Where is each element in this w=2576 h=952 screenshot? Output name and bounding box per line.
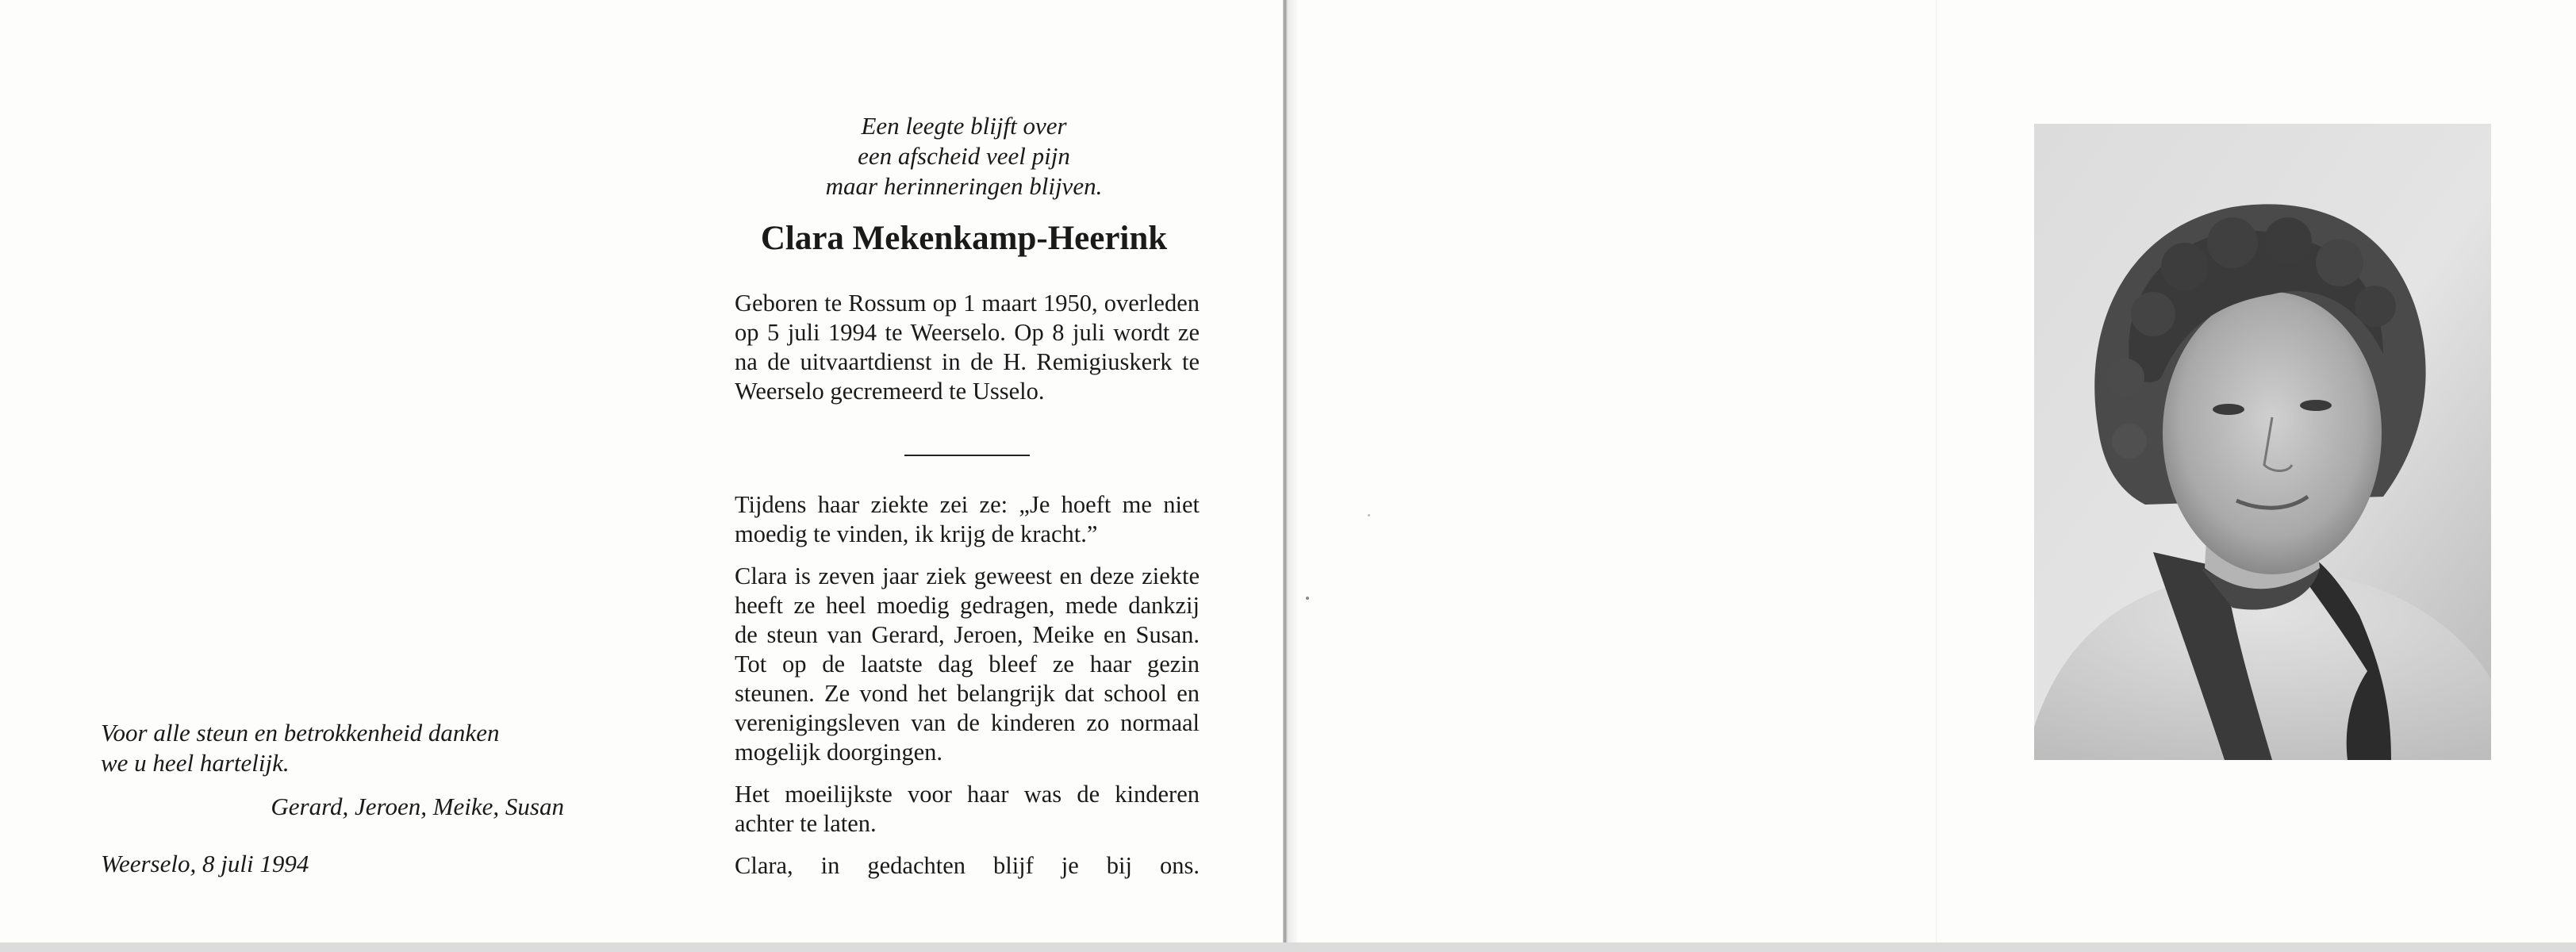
portrait-photo [2034, 124, 2491, 760]
card-bottom-edge [0, 942, 2576, 952]
portrait-illustration [2034, 124, 2491, 760]
closing-line: Clara, in gedachten blijf je bij ons. [735, 852, 1200, 879]
place-and-date: Weerselo, 8 juli 1994 [101, 850, 309, 877]
memorial-text [735, 490, 1200, 893]
paper-speck [1368, 514, 1370, 516]
family-signature: Gerard, Jeroen, Meike, Susan [271, 793, 564, 820]
biography-paragraph: Geboren te Rossum op 1 maart 1950, overleden op 5 juli 1994 te Weerselo. Op 8 juli wordt ze na de uitvaartdienst in de H. Remigiuskerk te Weerselo gecremeerd te Usselo. [735, 290, 1200, 405]
divider-rule [904, 455, 1030, 456]
poem-line: een afscheid veel pijn [858, 142, 1070, 170]
illness-paragraph: Clara is zeven jaar ziek geweest en deze ziekte heeft ze heel moedig gedragen, mede dankzij de steun van Gerard, Jeroen, Meike en Susan. Tot op de laatste dag bleef ze haar gezin steunen. Ze vond het belangrijk dat school en verenigingsleven van de kinderen zo normaal mogelijk doorgingen. [735, 562, 1200, 766]
poem-line: Een leegte blijft over [861, 112, 1067, 140]
paper-speck [1306, 597, 1309, 600]
deceased-name: Clara Mekenkamp-Heerink [760, 220, 1168, 257]
thanks-line: we u heel hartelijk. [101, 749, 290, 777]
thanks-message [101, 718, 577, 778]
thanks-line: Voor alle steun en betrokkenheid danken [101, 719, 500, 747]
quote-paragraph: Tijdens haar ziekte zei ze: „Je hoeft me niet moedig te vinden, ik krijg de kracht.” [735, 491, 1200, 547]
poem-line: maar herinneringen blijven. [825, 172, 1103, 200]
memorial-poem [746, 111, 1182, 202]
fold-shadow [1288, 0, 1299, 952]
inner-fold-crease [1936, 0, 1937, 952]
children-paragraph: Het moeilijkste voor haar was de kinderen achter te laten. [735, 781, 1200, 837]
